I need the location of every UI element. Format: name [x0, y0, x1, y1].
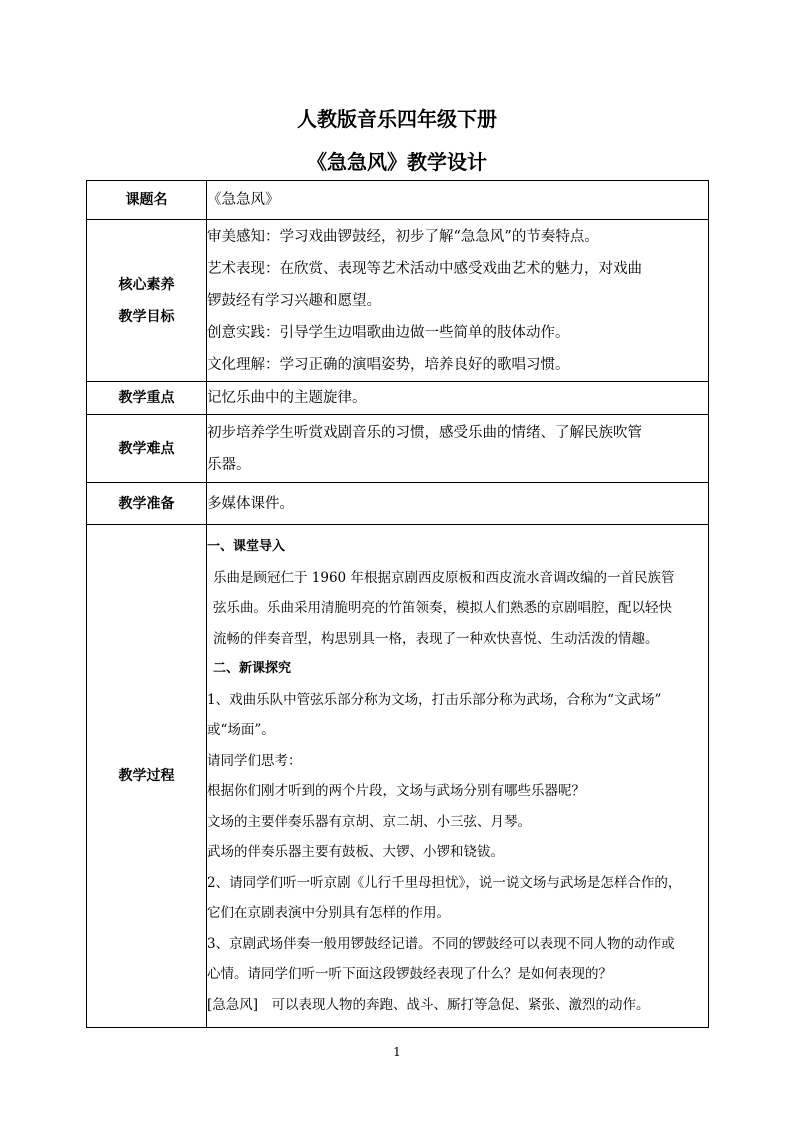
- prep-value: 多媒体课件。: [207, 483, 709, 525]
- process-content: [207, 525, 709, 1028]
- process-line: 乐曲是顾冠仁于 1960 年根据京剧西皮原板和西皮流水音调改编的一首民族管: [213, 569, 675, 586]
- goal-line: 艺术表现：在欣赏、表现等艺术活动中感受戏曲艺术的魅力，对戏曲: [207, 260, 642, 277]
- process-line: 弦乐曲。乐曲采用清脆明亮的竹笛领奏，模拟人们熟悉的京剧唱腔，配以轻快: [213, 600, 672, 616]
- process-line: 文场的主要伴奏乐器有京胡、京二胡、小三弦、月琴。: [207, 813, 531, 830]
- process-line: 请同学们思考：: [207, 752, 302, 769]
- goals-label-line2: 教学目标: [118, 308, 175, 325]
- process-label: 教学过程: [87, 525, 207, 1028]
- process-line: 流畅的伴奏音型，构思别具一格，表现了一种欢快喜悦、生动活泼的情趣。: [213, 630, 659, 647]
- section-heading: 一、课堂导入: [207, 539, 286, 554]
- prep-label: 教学准备: [87, 483, 207, 525]
- page-number: 1: [393, 1045, 401, 1059]
- table-row-goals: [87, 220, 709, 382]
- table-row-topic: [87, 181, 709, 220]
- table-row-prep: [87, 483, 709, 525]
- document-title: 人教版音乐四年级下册: [297, 107, 497, 131]
- difficulty-line: 乐器。: [207, 456, 251, 473]
- goal-line: 创意实践：引导学生边唱歌曲边做一些简单的肢体动作。: [207, 324, 570, 341]
- process-line: 心情。请同学们听一听下面这段锣鼓经表现了什么？是如何表现的？: [207, 966, 612, 982]
- focus-label: 教学重点: [87, 382, 207, 415]
- focus-value: 记忆乐曲中的主题旋律。: [207, 382, 709, 415]
- process-line: 根据你们刚才听到的两个片段，文场与武场分别有哪些乐器呢？: [207, 783, 585, 799]
- table-row-difficulty: [87, 415, 709, 483]
- document-subtitle: 《急急风》教学设计: [307, 150, 487, 174]
- topic-label: 课题名: [87, 181, 207, 220]
- process-line: 2、请同学们听一听京剧《儿行千里母担忧》，说一说文场与武场是怎样合作的，: [207, 874, 682, 891]
- goals-label-line1: 核心素养: [118, 276, 175, 293]
- table-row-process: [87, 525, 709, 1028]
- process-line: [急急风] 可以表现人物的奔跑、战斗、厮打等急促、紧张、激烈的动作。: [207, 996, 650, 1013]
- process-line: 3、京剧武场伴奏一般用锣鼓经记谱。不同的锣鼓经可以表现不同人物的动作或: [207, 935, 675, 952]
- goals-content: [207, 220, 709, 382]
- difficulty-content: [207, 415, 709, 483]
- lesson-plan-table: [86, 180, 709, 1028]
- goal-line: 锣鼓经有学习兴趣和愿望。: [207, 292, 381, 309]
- process-line: 1、戏曲乐队中管弦乐部分称为文场，打击乐部分称为武场，合称为“文武场”: [207, 691, 662, 708]
- table-row-focus: [87, 382, 709, 415]
- process-line: 或“场面”。: [207, 722, 275, 738]
- goal-line: 文化理解：学习正确的演唱姿势，培养良好的歌唱习惯。: [207, 356, 570, 373]
- process-line: 武场的伴奏乐器主要有鼓板、大锣、小锣和铙钹。: [207, 844, 504, 860]
- goals-label: [87, 220, 207, 382]
- process-line: 它们在京剧表演中分别具有怎样的作用。: [207, 905, 450, 921]
- difficulty-label: 教学难点: [87, 415, 207, 483]
- difficulty-line: 初步培养学生听赏戏剧音乐的习惯，感受乐曲的情绪、了解民族吹管: [207, 424, 642, 441]
- section-heading: 二、新课探究: [213, 661, 292, 676]
- goal-line: 审美感知：学习戏曲锣鼓经，初步了解“急急风”的节奏特点。: [207, 228, 599, 245]
- topic-value: 《急急风》: [207, 181, 709, 220]
